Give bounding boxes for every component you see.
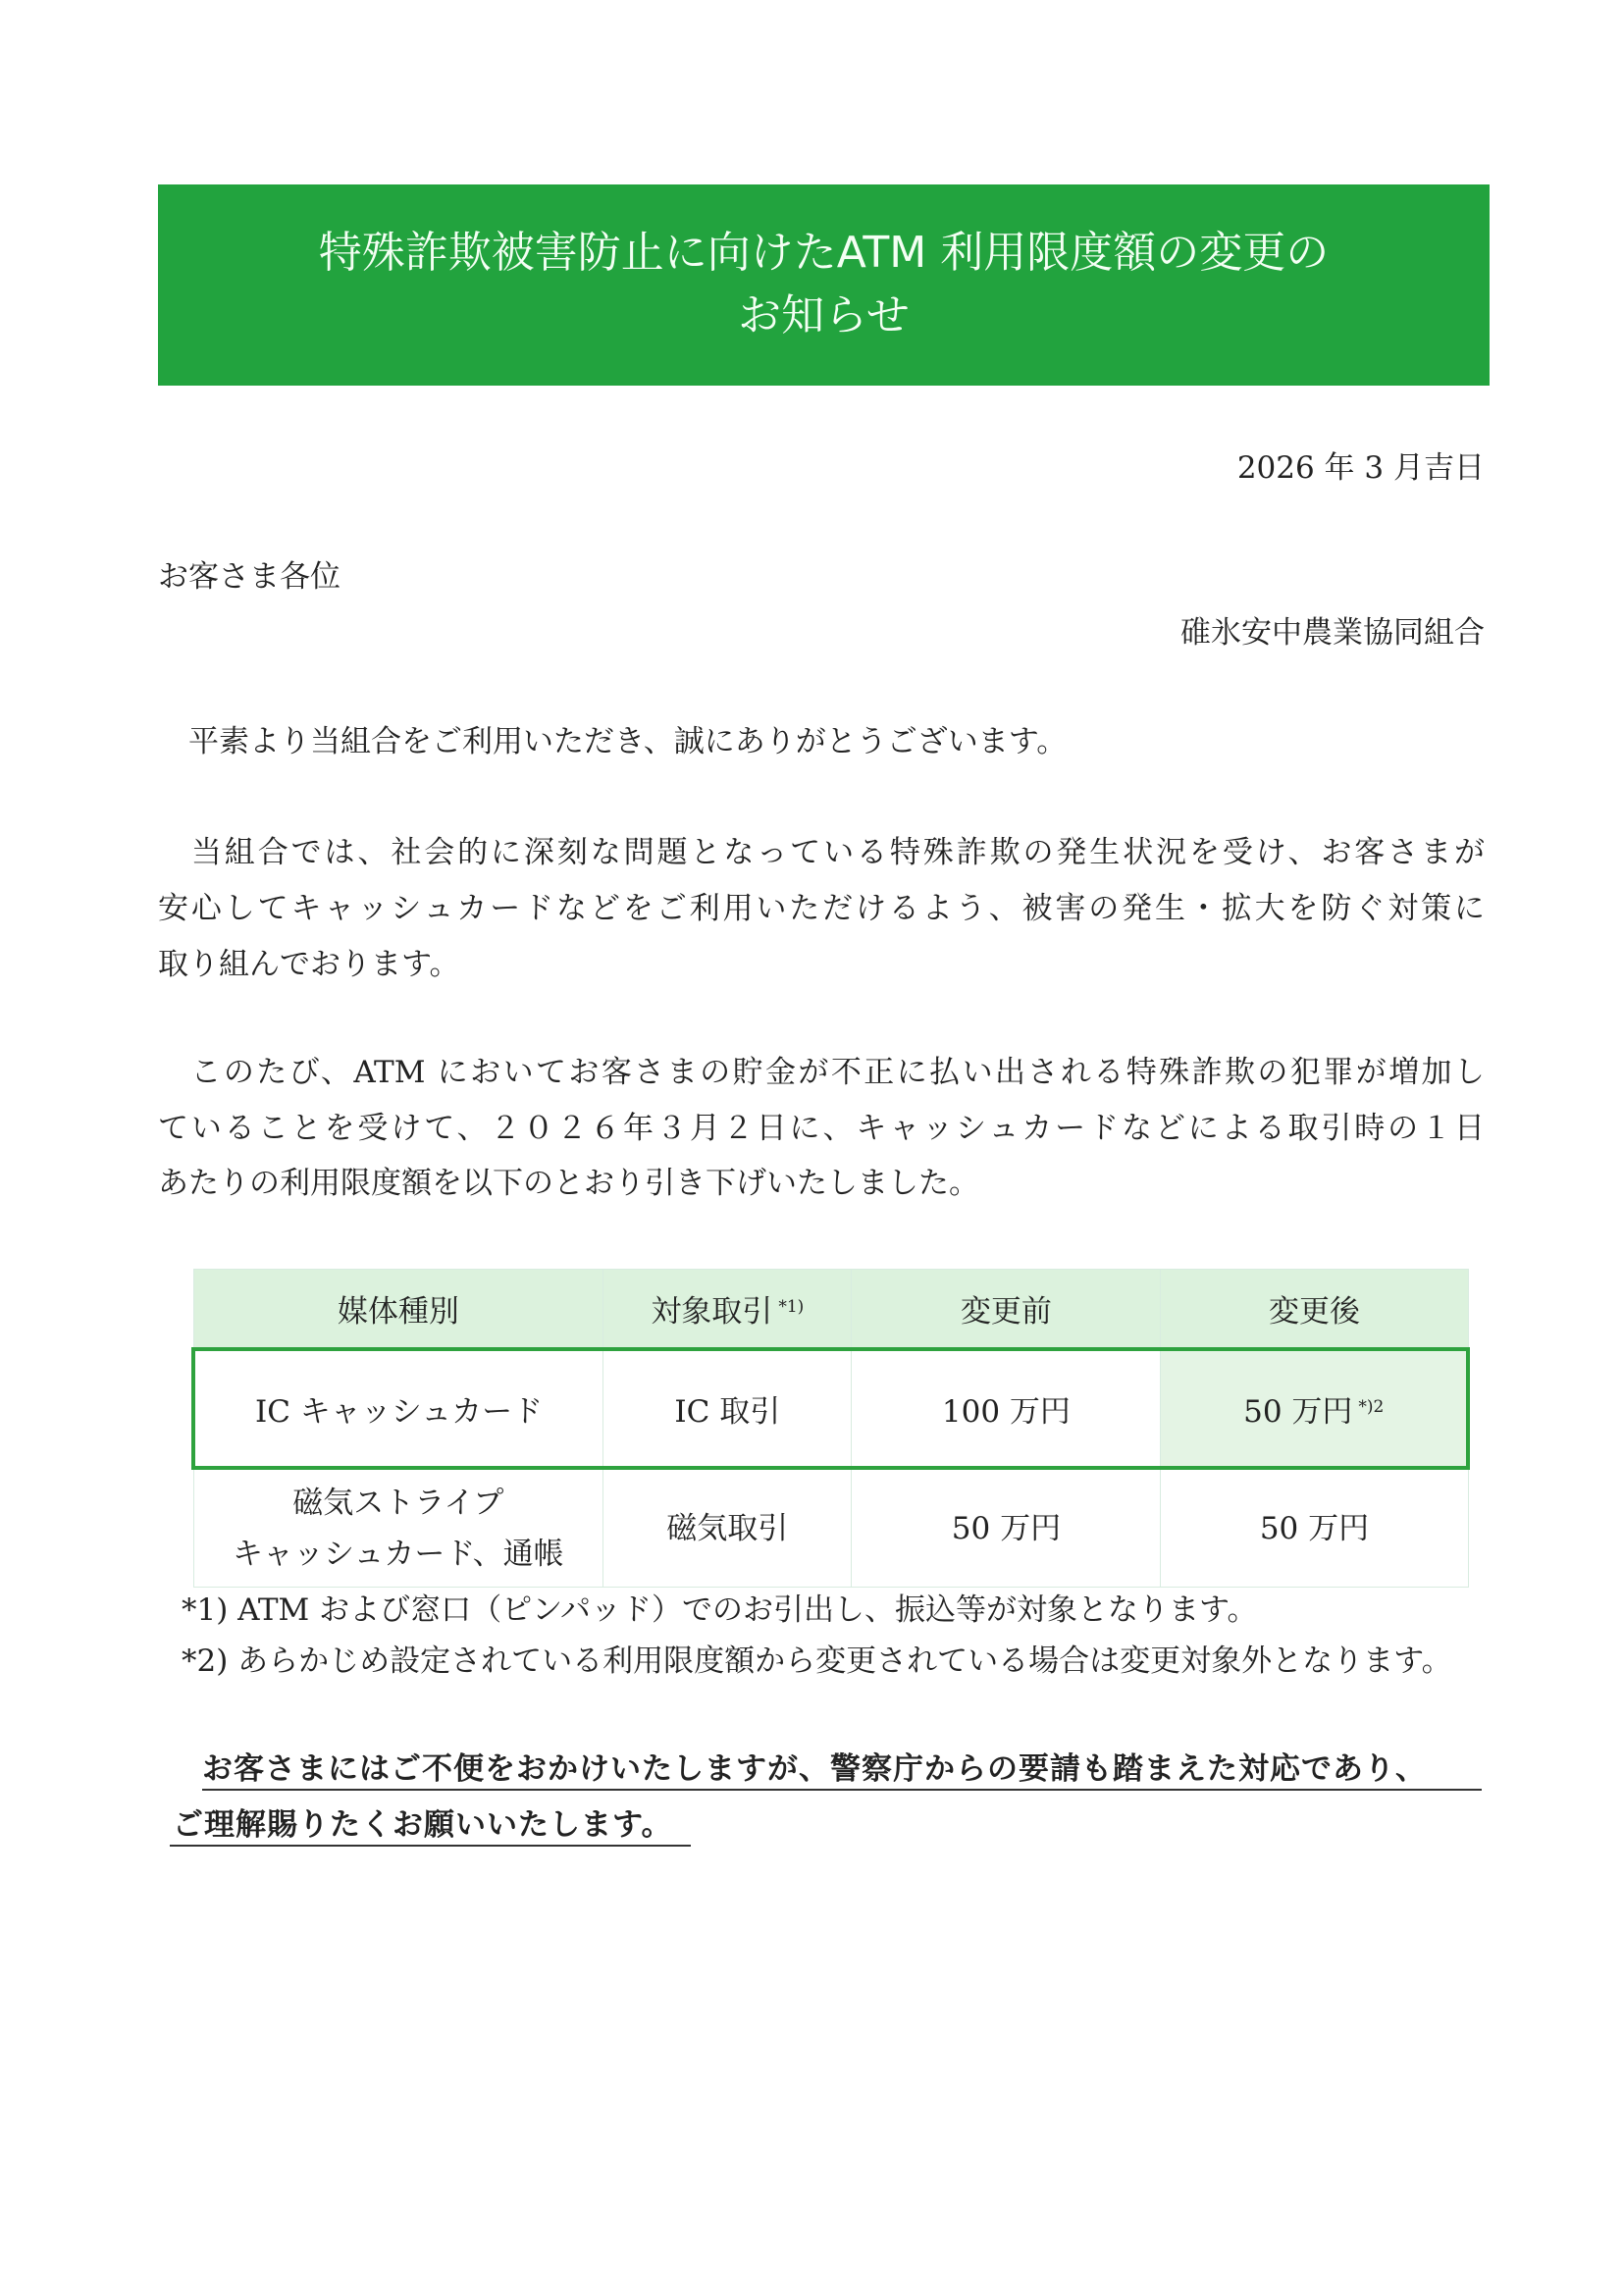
title-banner bbox=[158, 184, 1490, 386]
title-line-2: お知らせ bbox=[738, 290, 910, 340]
header-media: 媒体種別 bbox=[193, 1270, 603, 1350]
limit-table bbox=[191, 1269, 1470, 1588]
paragraph-line: 取り組んでおります。 bbox=[158, 947, 460, 982]
footnote-ref: *)2 bbox=[1358, 1397, 1385, 1417]
paragraph-line: 当組合では、社会的に深刻な問題となっている特殊詐欺の発生状況を受け、お客さまが bbox=[158, 835, 1485, 870]
cell-after bbox=[1161, 1349, 1468, 1468]
cell-media-line1: 磁気ストライプ bbox=[292, 1485, 504, 1521]
header-transaction bbox=[603, 1270, 852, 1350]
addressee: お客さま各位 bbox=[158, 559, 340, 595]
paragraph-line: このたび、ATM においてお客さまの貯金が不正に払い出される特殊詐欺の犯罪が増加し bbox=[158, 1055, 1485, 1090]
table-row bbox=[193, 1468, 1468, 1588]
footnote-1: *1) ATM および窓口（ピンパッド）でのお引出し、振込等が対象となります。 bbox=[182, 1592, 1258, 1628]
footnote-ref: *1) bbox=[778, 1297, 805, 1317]
cell-media: IC キャッシュカード bbox=[193, 1349, 603, 1468]
table-row bbox=[193, 1349, 1468, 1468]
paragraph-line: あたりの利用限度額を以下のとおり引き下げいたしました。 bbox=[158, 1166, 979, 1201]
header-before: 変更前 bbox=[852, 1270, 1161, 1350]
closing-line-2: ご理解賜りたくお願いいたします。 bbox=[170, 1805, 691, 1847]
cell-after: 50 万円 bbox=[1161, 1468, 1468, 1588]
cell-media-line2: キャッシュカード、通帳 bbox=[233, 1536, 564, 1572]
header-after: 変更後 bbox=[1161, 1270, 1468, 1350]
paragraph-line: ていることを受けて、２０２６年３月２日に、キャッシュカードなどによる取引時の１日 bbox=[158, 1111, 1485, 1146]
header-transaction-label: 対象取引 bbox=[651, 1294, 773, 1330]
cell-after-value: 50 万円 bbox=[1243, 1394, 1353, 1430]
title-line-1: 特殊詐欺被害防止に向けたATM 利用限度額の変更の bbox=[318, 228, 1330, 278]
paragraph-line: 平素より当組合をご利用いただき、誠にありがとうございます。 bbox=[158, 724, 1068, 759]
footnote-2: *2) あらかじめ設定されている利用限度額から変更されている場合は変更対象外となります。 bbox=[182, 1644, 1452, 1679]
cell-before: 50 万円 bbox=[852, 1468, 1161, 1588]
cell-transaction: IC 取引 bbox=[603, 1349, 852, 1468]
cell-transaction: 磁気取引 bbox=[603, 1468, 852, 1588]
table-header-row bbox=[193, 1270, 1468, 1350]
date: 2026 年 3 月吉日 bbox=[1236, 450, 1485, 486]
sender: 碓氷安中農業協同組合 bbox=[1180, 615, 1485, 651]
paragraph-line: 安心してキャッシュカードなどをご利用いただけるよう、被害の発生・拡大を防ぐ対策に bbox=[158, 891, 1485, 926]
cell-media bbox=[193, 1468, 603, 1588]
cell-before: 100 万円 bbox=[852, 1349, 1161, 1468]
closing-line-1: お客さまにはご不便をおかけいたしますが、警察庁からの要請も踏まえた対応であり、 bbox=[202, 1749, 1482, 1791]
